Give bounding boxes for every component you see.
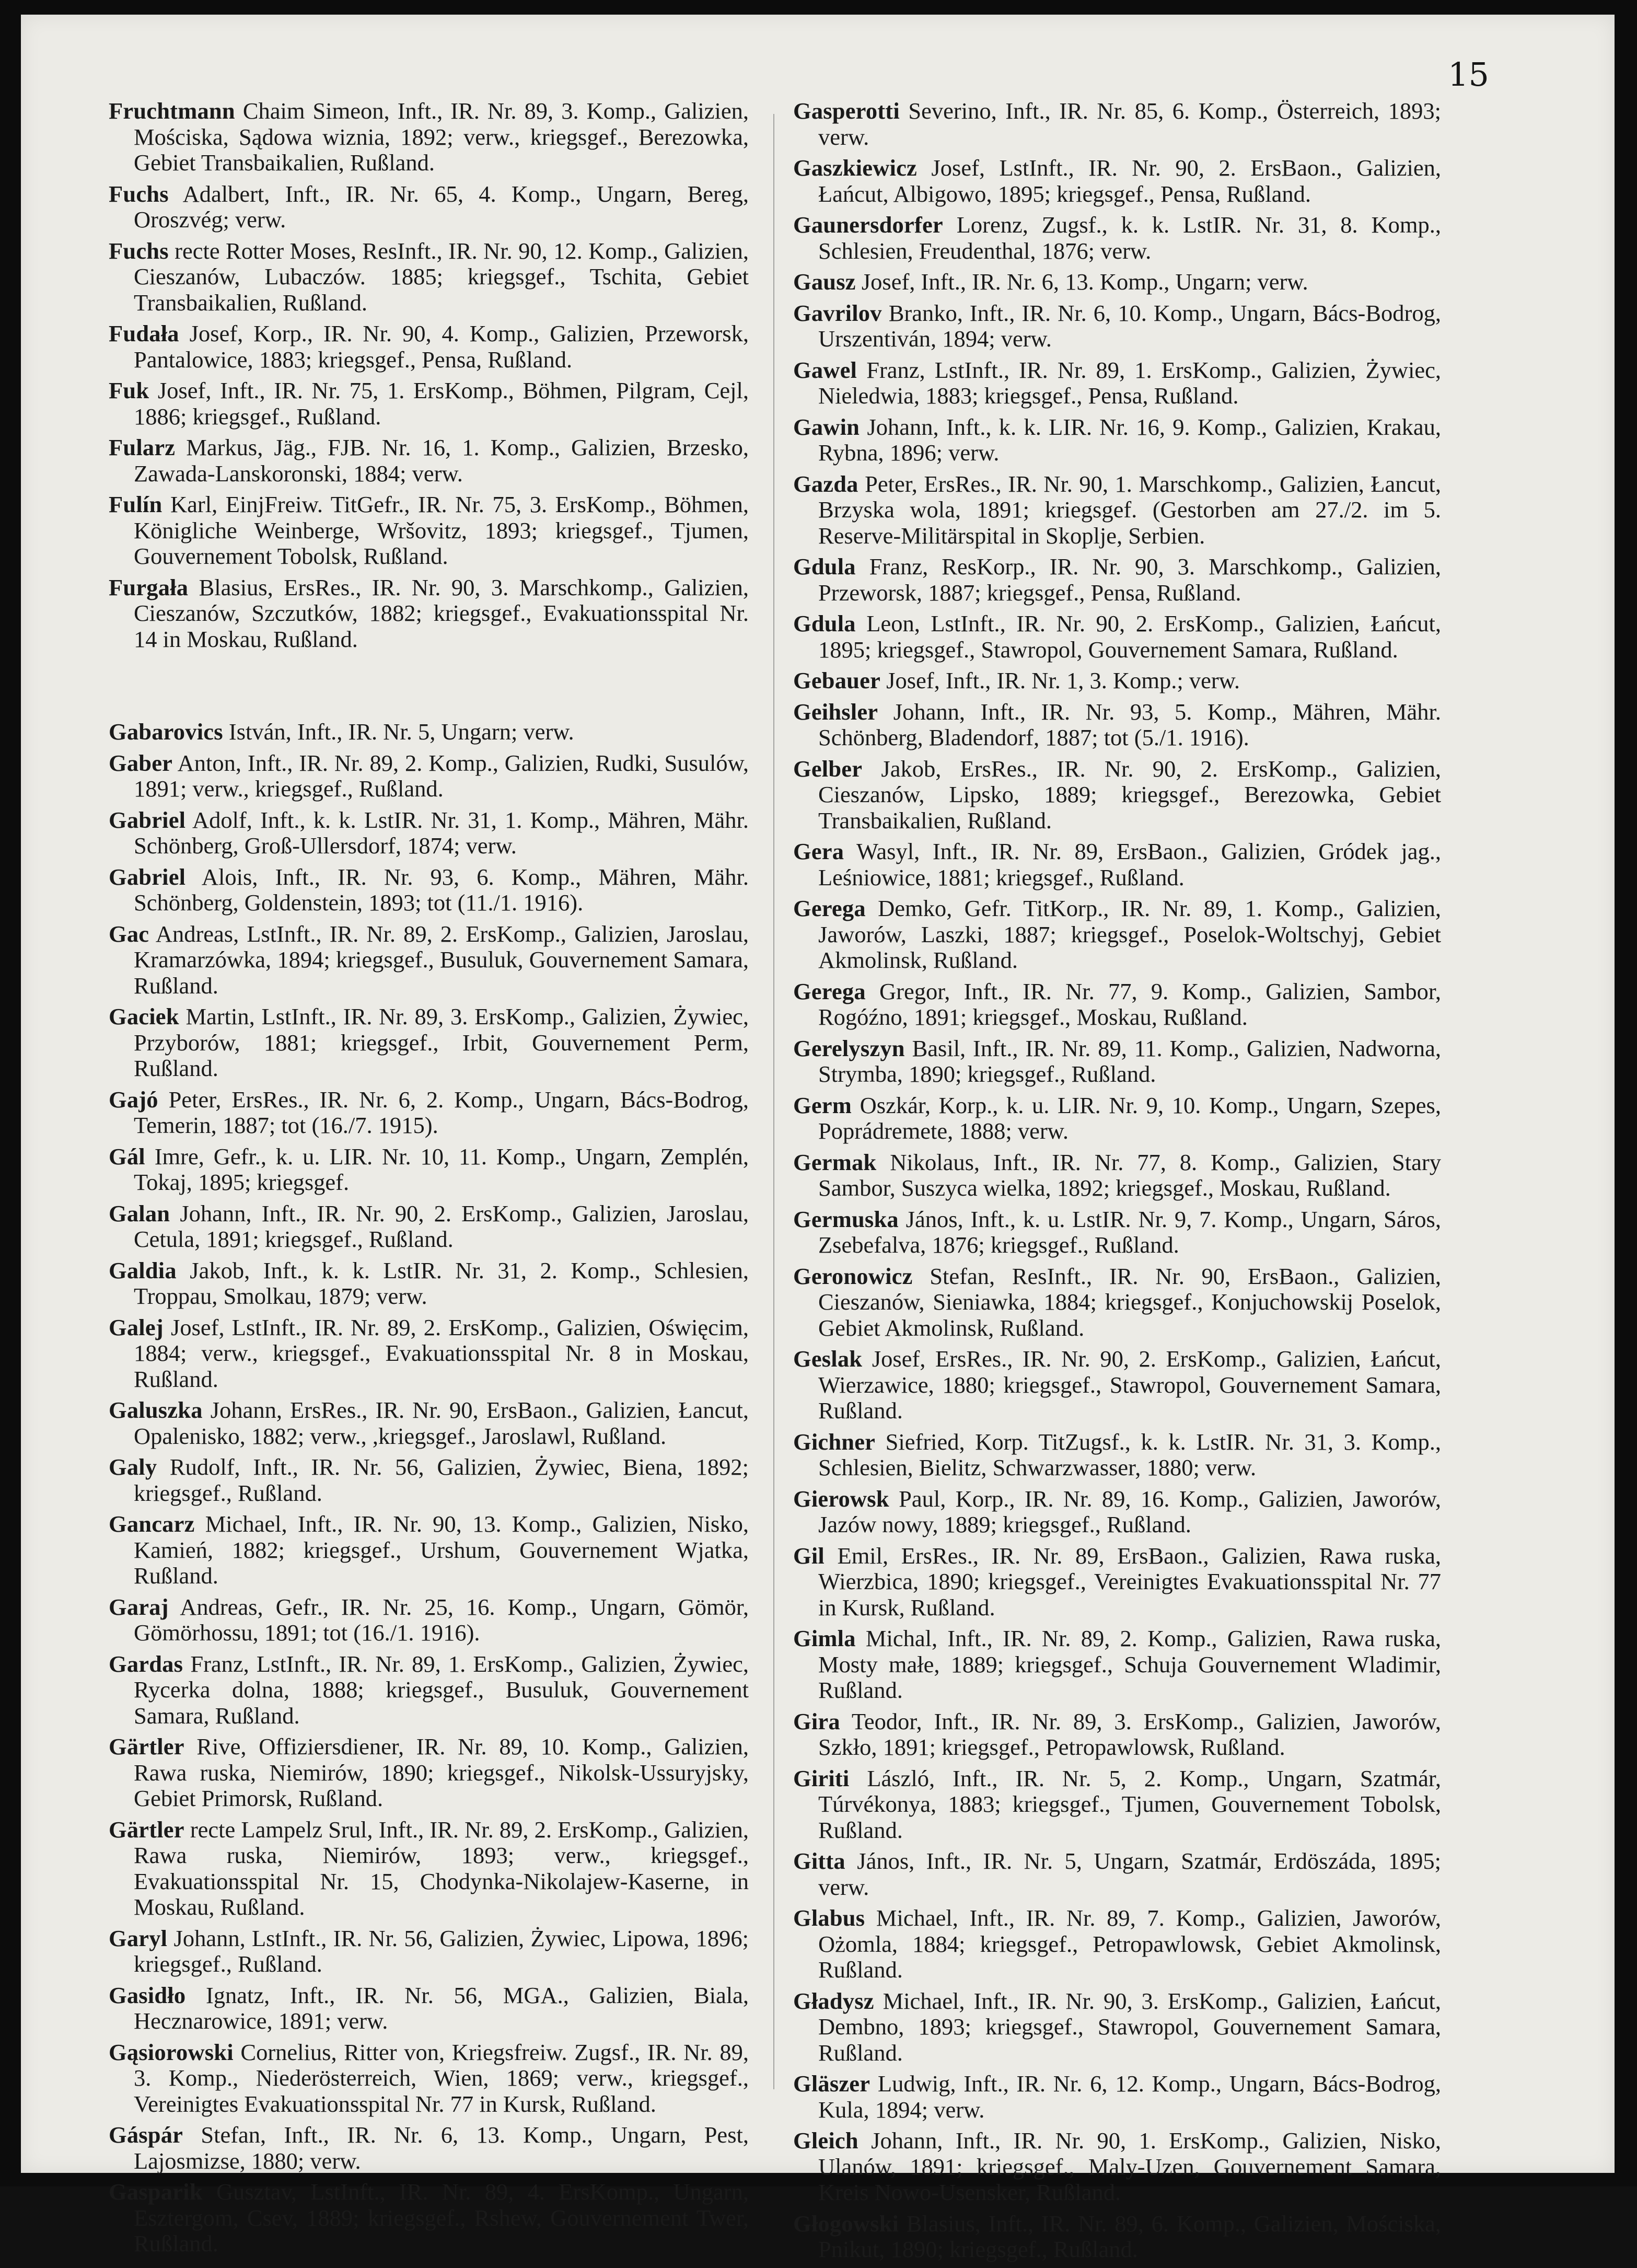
roster-entry [793,2211,1441,2263]
roster-entry [109,2040,749,2117]
entry-details: Blasius, ErsRes., IR. Nr. 90, 3. Marschkomp., Galizien, Cieszanów, Szczutków, 1882; kriegsgef., Evakuationsspital Nr. 14 in Moskau, Rußland. [134,574,749,652]
entry-surname: Fudała [109,320,179,346]
entry-surname: Gawin [793,413,860,440]
roster-entry [109,1454,749,1506]
entry-surname: Fruchtmann [109,98,235,124]
entry-surname: Gasperotti [793,98,900,124]
entry-surname: Gärtler [109,1733,184,1760]
entry-details: Stefan, ResInft., IR. Nr. 90, ErsBaon., Galizien, Cieszanów, Sieniawka, 1884; kriegsgef., Konjuchowskij Poselok, Gebiet Akmolinsk, Rußland. [818,1263,1441,1341]
entry-surname: Fulín [109,491,162,517]
entry-details: István, Inft., IR. Nr. 5, Ungarn; verw. [223,719,574,745]
entry-details: Blasius, Inft., IR. Nr. 89, 6. Komp., Galizien, Mościska, Pnikut, 1890; kriegsgef., Rußland. [818,2210,1441,2262]
roster-entry [109,1983,749,2034]
entry-details: Franz, ResKorp., IR. Nr. 90, 3. Marschkomp., Galizien, Przeworsk, 1887; kriegsgef., Pensa, Rußland. [818,553,1441,606]
entry-details: Jakob, ErsRes., IR. Nr. 90, 2. ErsKomp., Galizien, Cieszanów, Lipsko, 1889; kriegsgef., Berezowka, Gebiet Transbaikalien, Rußland. [818,755,1441,834]
entry-surname: Gebauer [793,667,881,693]
entry-details: Teodor, Inft., IR. Nr. 89, 3. ErsKomp., Galizien, Jaworów, Szkło, 1891; kriegsgef., Petropawlowsk, Rußland. [818,1708,1441,1760]
roster-entry [793,98,1441,150]
entry-details: Johann, Inft., IR. Nr. 93, 5. Komp., Mähren, Mähr. Schönberg, Bladendorf, 1887; tot (5./1. 1916). [818,698,1441,750]
entry-details: Josef, LstInft., IR. Nr. 90, 2. ErsBaon., Galizien, Łańcut, Albigowo, 1895; kriegsgef., Pensa, Rußland. [818,155,1441,207]
entry-details: Jakob, Inft., k. k. LstIR. Nr. 31, 2. Komp., Schlesien, Troppau, Smolkau, 1879; verw. [134,1257,749,1309]
entry-surname: Gasidło [109,1982,186,2008]
entry-details: Karl, EinjFreiw. TitGefr., IR. Nr. 75, 3. ErsKomp., Böhmen, Königliche Weinberge, Wršovitz, 1893; kriegsgef., Tjumen, Gouvernement Tobolsk, Rußland. [134,491,749,569]
entry-details: Severino, Inft., IR. Nr. 85, 6. Komp., Österreich, 1893; verw. [818,98,1441,150]
entry-details: Josef, Inft., IR. Nr. 6, 13. Komp., Ungarn; verw. [855,269,1308,295]
roster-entry [793,2128,1441,2206]
entry-surname: Geslak [793,1346,863,1372]
entry-details: Branko, Inft., IR. Nr. 6, 10. Komp., Ungarn, Bács-Bodrog, Urszentiván, 1894; verw. [818,299,1441,352]
roster-entry [793,1766,1441,1844]
entry-details: Michael, Inft., IR. Nr. 90, 3. ErsKomp., Galizien, Łańcut, Dembno, 1893; kriegsgef., Stawropol, Gouvernement Samara, Rußland. [818,1987,1441,2066]
roster-entry [109,575,749,653]
entry-surname: Gazda [793,470,858,497]
roster-entry [109,1201,749,1253]
entry-surname: Furgała [109,574,189,600]
entry-details: Josef, Inft., IR. Nr. 75, 1. ErsKomp., Böhmen, Pilgram, Cejl, 1886; kriegsgef., Rußland. [134,377,749,430]
entry-surname: Fuchs [109,180,169,207]
entry-details: Ignatz, Inft., IR. Nr. 56, MGA., Galizien, Biala, Hecznarowice, 1891; verw. [134,1982,749,2034]
entry-surname: Gira [793,1708,840,1734]
entry-surname: Galej [109,1314,164,1340]
entry-details: Oszkár, Korp., k. u. LIR. Nr. 9, 10. Komp., Ungarn, Szepes, Poprádremete, 1888; verw. [818,1092,1441,1144]
roster-entry [109,750,749,802]
roster-entry [793,1093,1441,1144]
roster-entry [109,1144,749,1196]
roster-entry [793,839,1441,890]
entry-surname: Fuchs [109,237,169,264]
entry-surname: Fularz [109,434,176,460]
column-divider [773,114,774,2089]
entry-surname: Galdia [109,1257,177,1283]
roster-entry [793,668,1441,694]
roster-entry [109,1258,749,1310]
entry-details: Basil, Inft., IR. Nr. 89, 11. Komp., Galizien, Nadworna, Strymba, 1890; kriegsgef., Rußland. [818,1035,1441,1087]
roster-entry [793,155,1441,207]
entry-details: Peter, ErsRes., IR. Nr. 90, 1. Marschkomp., Galizien, Łancut, Brzyska wola, 1891; kriegsgef. (Gestorben am 27./2. im 5. Reserve-Militärspital in Skoplje, Serbien. [818,470,1441,549]
roster-entry [109,1004,749,1082]
roster-entry [793,1150,1441,1201]
entry-surname: Gál [109,1143,145,1170]
entry-surname: Gac [109,920,149,947]
entry-details: recte Lampelz Srul, Inft., IR. Nr. 89, 2. ErsKomp., Galizien, Rawa ruska, Niemirów, 1893; verw., kriegsgef., Evakuationsspital Nr. 15, Chodynka-Nikolajew-Kaserne, in Moskau, Rußland. [134,1816,749,1920]
roster-entry [793,896,1441,974]
roster-entry [109,1817,749,1920]
entry-surname: Galuszka [109,1397,203,1423]
roster-entry [793,554,1441,606]
roster-entry [793,300,1441,352]
roster-entry [793,1486,1441,1538]
entry-details: Alois, Inft., IR. Nr. 93, 6. Komp., Mähren, Mähr. Schönberg, Goldenstein, 1893; tot (11./1. 1916). [134,863,749,916]
roster-entry [793,1848,1441,1900]
entry-surname: Gierowsk [793,1485,889,1512]
roster-entry [793,1036,1441,1087]
roster-entry [109,921,749,999]
entry-surname: Gáspár [109,2122,183,2148]
roster-entry [109,181,749,233]
entry-details: Andreas, Gefr., IR. Nr. 25, 16. Komp., Ungarn, Gömör, Gömörhossu, 1891; tot (16./1. 1916). [134,1593,749,1646]
entry-surname: Gläszer [793,2070,870,2097]
entry-details: Johann, LstInft., IR. Nr. 56, Galizien, Żywiec, Lipowa, 1896; kriegsgef., Rußland. [134,1925,749,1977]
roster-entry [793,1709,1441,1761]
entry-details: Josef, Korp., IR. Nr. 90, 4. Komp., Galizien, Przeworsk, Pantalowice, 1883; kriegsgef., Pensa, Rußland. [134,320,749,373]
entry-surname: Glabus [793,1905,865,1931]
roster-entry [793,1207,1441,1258]
entry-surname: Gładysz [793,1987,874,2014]
entry-details: Gregor, Inft., IR. Nr. 77, 9. Komp., Galizien, Sambor, Rogóźno, 1891; kriegsgef., Moskau, Rußland. [818,978,1441,1030]
page-number: 15 [1448,55,1489,94]
entry-surname: Gerega [793,978,866,1004]
entry-details: János, Inft., IR. Nr. 5, Ungarn, Szatmár, Erdöszáda, 1895; verw. [818,1848,1441,1900]
entry-details: Andreas, LstInft., IR. Nr. 89, 2. ErsKomp., Galizien, Jaroslau, Kramarzówka, 1894; kriegsgef., Busuluk, Gouvernement Samara, Rußland. [134,920,749,999]
entry-details: recte Rotter Moses, ResInft., IR. Nr. 90, 12. Komp., Galizien, Cieszanów, Lubaczów. 1885; kriegsgef., Tschita, Gebiet Transbaikalien, Rußland. [134,237,749,316]
entry-details: Adolf, Inft., k. k. LstIR. Nr. 31, 1. Komp., Mähren, Mähr. Schönberg, Groß-Ullersdorf, 1874; verw. [134,806,749,859]
roster-entry [793,699,1441,751]
entry-surname: Gaszkiewicz [793,155,917,181]
entry-details: Stefan, Inft., IR. Nr. 6, 13. Komp., Ungarn, Pest, Lajosmizse, 1880; verw. [134,2122,749,2174]
entry-surname: Gabriel [109,806,186,833]
entry-details: Demko, Gefr. TitKorp., IR. Nr. 89, 1. Komp., Galizien, Jaworów, Laszki, 1887; kriegsgef., Poselok-Woltschyj, Gebiet Akmolinsk, Rußland. [818,895,1441,973]
roster-entry [109,492,749,570]
entry-surname: Gerega [793,895,866,921]
entry-surname: Gąsiorowski [109,2039,234,2065]
entry-surname: Germuska [793,1206,899,1232]
roster-entry [109,1651,749,1729]
section-gap [109,657,749,719]
entry-surname: Gausz [793,269,856,295]
entry-surname: Gasparik [109,2179,203,2205]
roster-entry [793,357,1441,409]
entry-surname: Gichner [793,1428,876,1455]
roster-entry [793,1626,1441,1704]
entry-surname: Gitta [793,1848,845,1874]
entry-details: Siefried, Korp. TitZugsf., k. k. LstIR. Nr. 31, 3. Komp., Schlesien, Bielitz, Schwarzwasser, 1880; verw. [818,1428,1441,1480]
roster-entry [109,435,749,487]
roster-entry [793,269,1441,295]
roster-entry [109,1315,749,1393]
entry-surname: Gelber [793,755,863,782]
roster-entry [793,1346,1441,1424]
entry-surname: Gärtler [109,1816,184,1843]
entry-surname: Gera [793,838,844,864]
entry-details: Johann, ErsRes., IR. Nr. 90, ErsBaon., Galizien, Łancut, Opalenisko, 1882; verw., ,kriegsgef., Jaroslawl, Rußland. [134,1397,749,1449]
entry-details: János, Inft., k. u. LstIR. Nr. 9, 7. Komp., Ungarn, Sáros, Zsebefalva, 1876; kriegsgef., Rußland. [818,1206,1441,1258]
entry-details: Cornelius, Ritter von, Kriegsfreiw. Zugsf., IR. Nr. 89, 3. Komp., Niederösterreich, Wien, 1869; verw., kriegsgef., Vereinigtes Evakuationsspital Nr. 77 in Kursk, Rußland. [134,2039,749,2117]
entry-details: Michal, Inft., IR. Nr. 89, 2. Komp., Galizien, Rawa ruska, Mosty małe, 1889; kriegsgef., Schuja Gouvernement Wladimir, Rußland. [818,1625,1441,1703]
entry-surname: Garyl [109,1925,168,1951]
left-column [109,98,749,2262]
roster-entry [793,1429,1441,1481]
entry-surname: Galan [109,1200,170,1226]
entry-details: Josef, Inft., IR. Nr. 1, 3. Komp.; verw. [880,667,1240,693]
roster-entry [109,1926,749,1977]
roster-entry [109,807,749,859]
roster-entry [793,756,1441,834]
entry-details: Michael, Inft., IR. Nr. 89, 7. Komp., Galizien, Jaworów, Ożomla, 1884; kriegsgef., Petropawlowsk, Gebiet Akmolinsk, Rußland. [818,1905,1441,1983]
roster-entry [109,1397,749,1449]
roster-entry [793,414,1441,466]
entry-surname: Germak [793,1149,877,1175]
entry-details: Imre, Gefr., k. u. LIR. Nr. 10, 11. Komp., Ungarn, Zemplén, Tokaj, 1895; kriegsgef. [134,1143,749,1195]
roster-entry [109,2122,749,2174]
entry-details: Anton, Inft., IR. Nr. 89, 2. Komp., Galizien, Rudki, Susulów, 1891; verw., kriegsgef., Rußland. [134,749,749,802]
entry-details: Adalbert, Inft., IR. Nr. 65, 4. Komp., Ungarn, Bereg, Oroszvég; verw. [134,180,749,233]
entry-details: Wasyl, Inft., IR. Nr. 89, ErsBaon., Galizien, Gródek jag., Leśniowice, 1881; kriegsgef., Rußland. [818,838,1441,890]
entry-details: Johann, Inft., IR. Nr. 90, 2. ErsKomp., Galizien, Jaroslau, Cetula, 1891; kriegsgef., Rußland. [134,1200,749,1252]
entry-surname: Geronowicz [793,1263,913,1289]
roster-entry [109,1734,749,1812]
roster-entry [793,1988,1441,2066]
roster-entry [793,979,1441,1031]
roster-entry [109,1087,749,1139]
entry-surname: Gaunersdorfer [793,212,943,238]
entry-details: Franz, LstInft., IR. Nr. 89, 1. ErsKomp., Galizien, Żywiec, Rycerka dolna, 1888; kriegsgef., Busuluk, Gouvernement Samara, Rußland. [134,1650,749,1729]
roster-entry [793,2071,1441,2123]
roster-entry [793,471,1441,549]
entry-surname: Gajó [109,1086,158,1113]
roster-entry [109,321,749,373]
entry-details: Gusztav, LstInft., IR. Nr. 89, 4. ErsKomp., Ungarn, Esztergom, Csev, 1889; kriegsgef., Rshew, Gouvernement Twer, Rußland. [134,2179,749,2257]
entry-surname: Gleich [793,2127,858,2154]
entry-details: Paul, Korp., IR. Nr. 89, 16. Komp., Galizien, Jaworów, Jazów nowy, 1889; kriegsgef., Rußland. [818,1485,1441,1537]
entry-details: Josef, ErsRes., IR. Nr. 90, 2. ErsKomp., Galizien, Łańcut, Wierzawice, 1880; kriegsgef., Stawropol, Gouvernement Samara, Rußland. [818,1346,1441,1424]
roster-entry [109,719,749,745]
roster-entry [793,1905,1441,1983]
entry-surname: Gardas [109,1650,183,1677]
entry-details: Josef, LstInft., IR. Nr. 89, 2. ErsKomp., Galizien, Oświęcim, 1884; verw., kriegsgef., Evakuationsspital Nr. 8 in Moskau, Rußland. [134,1314,749,1392]
entry-details: Lorenz, Zugsf., k. k. LstIR. Nr. 31, 8. Komp., Schlesien, Freudenthal, 1876; verw. [818,212,1441,264]
entry-details: Michael, Inft., IR. Nr. 90, 13. Komp., Galizien, Nisko, Kamień, 1882; kriegsgef., Urshum, Gouvernement Wjatka, Rußland. [134,1511,749,1589]
entry-surname: Germ [793,1092,852,1118]
entry-surname: Gdula [793,553,856,580]
roster-entry [109,2179,749,2257]
roster-entry [109,864,749,916]
entry-surname: Geihsler [793,698,878,725]
entry-surname: Gdula [793,610,856,637]
entry-details: Chaim Simeon, Inft., IR. Nr. 89, 3. Komp., Galizien, Mościska, Sądowa wiznia, 1892; verw., kriegsgef., Berezowka, Gebiet Transbaikalien, Rußland. [134,98,749,176]
entry-details: Rudolf, Inft., IR. Nr. 56, Galizien, Żywiec, Biena, 1892; kriegsgef., Rußland. [134,1454,749,1506]
document-page [21,15,1615,2262]
entry-details: László, Inft., IR. Nr. 5, 2. Komp., Ungarn, Szatmár, Túrvékonya, 1883; kriegsgef., Tjumen, Gouvernement Tobolsk, Rußland. [818,1765,1441,1843]
entry-details: Franz, LstInft., IR. Nr. 89, 1. ErsKomp., Galizien, Żywiec, Nieledwia, 1883; kriegsgef., Pensa, Rußland. [818,356,1441,409]
entry-surname: Galy [109,1454,157,1480]
entry-surname: Gaciek [109,1003,179,1029]
entry-surname: Giriti [793,1765,850,1791]
entry-surname: Garaj [109,1593,169,1620]
entry-details: Markus, Jäg., FJB. Nr. 16, 1. Komp., Galizien, Brzesko, Zawada-Lanskoronski, 1884; verw. [134,434,749,487]
entry-surname: Gavrilov [793,299,882,326]
entry-details: Peter, ErsRes., IR. Nr. 6, 2. Komp., Ungarn, Bács-Bodrog, Temerin, 1887; tot (16./7. 1915). [134,1086,749,1138]
roster-entry [109,1511,749,1589]
entry-surname: Gaber [109,749,173,776]
entry-details: Emil, ErsRes., IR. Nr. 89, ErsBaon., Galizien, Rawa ruska, Wierzbica, 1890; kriegsgef., Vereinigtes Evakuationsspital Nr. 77 in Kursk, Rußland. [818,1542,1441,1621]
entry-details: Leon, LstInft., IR. Nr. 90, 2. ErsKomp., Galizien, Łańcut, 1895; kriegsgef., Stawropol, Gouvernement Samara, Rußland. [818,610,1441,663]
entry-details: Ludwig, Inft., IR. Nr. 6, 12. Komp., Ungarn, Bács-Bodrog, Kula, 1894; verw. [818,2070,1441,2123]
entry-surname: Fuk [109,377,149,403]
roster-entry [109,98,749,176]
entry-surname: Głogowski [793,2210,899,2237]
roster-entry [793,611,1441,663]
entry-surname: Gancarz [109,1511,195,1537]
roster-entry [793,1543,1441,1621]
right-column [793,98,1441,2268]
entry-surname: Gil [793,1542,825,1569]
roster-entry [109,1594,749,1646]
entry-details: Johann, Inft., k. k. LIR. Nr. 16, 9. Komp., Galizien, Krakau, Rybna, 1896; verw. [818,413,1441,466]
entry-surname: Gawel [793,356,857,383]
roster-entry [109,378,749,430]
entry-surname: Gabarovics [109,719,223,745]
entry-details: Rive, Offiziersdiener, IR. Nr. 89, 10. Komp., Galizien, Rawa ruska, Niemirów, 1890; kriegsgef., Nikolsk-Ussuryjsky, Gebiet Primorsk, Rußland. [134,1733,749,1811]
entry-details: Nikolaus, Inft., IR. Nr. 77, 8. Komp., Galizien, Stary Sambor, Suszyca wielka, 1892; kriegsgef., Moskau, Rußland. [818,1149,1441,1201]
roster-entry [109,238,749,316]
entry-details: Johann, Inft., IR. Nr. 90, 1. ErsKomp., Galizien, Nisko, Ulanów, 1891; kriegsgef., Maly-Uzen, Gouvernement Samara, Kreis Nowo-Usensker, Rußland. [818,2127,1441,2205]
roster-entry [793,1264,1441,1341]
entry-surname: Gimla [793,1625,856,1651]
entry-surname: Gabriel [109,863,186,890]
roster-entry [793,212,1441,264]
entry-details: Martin, LstInft., IR. Nr. 89, 3. ErsKomp., Galizien, Żywiec, Przyborów, 1881; kriegsgef., Irbit, Gouvernement Perm, Rußland. [134,1003,749,1081]
entry-surname: Gerelyszyn [793,1035,905,1061]
